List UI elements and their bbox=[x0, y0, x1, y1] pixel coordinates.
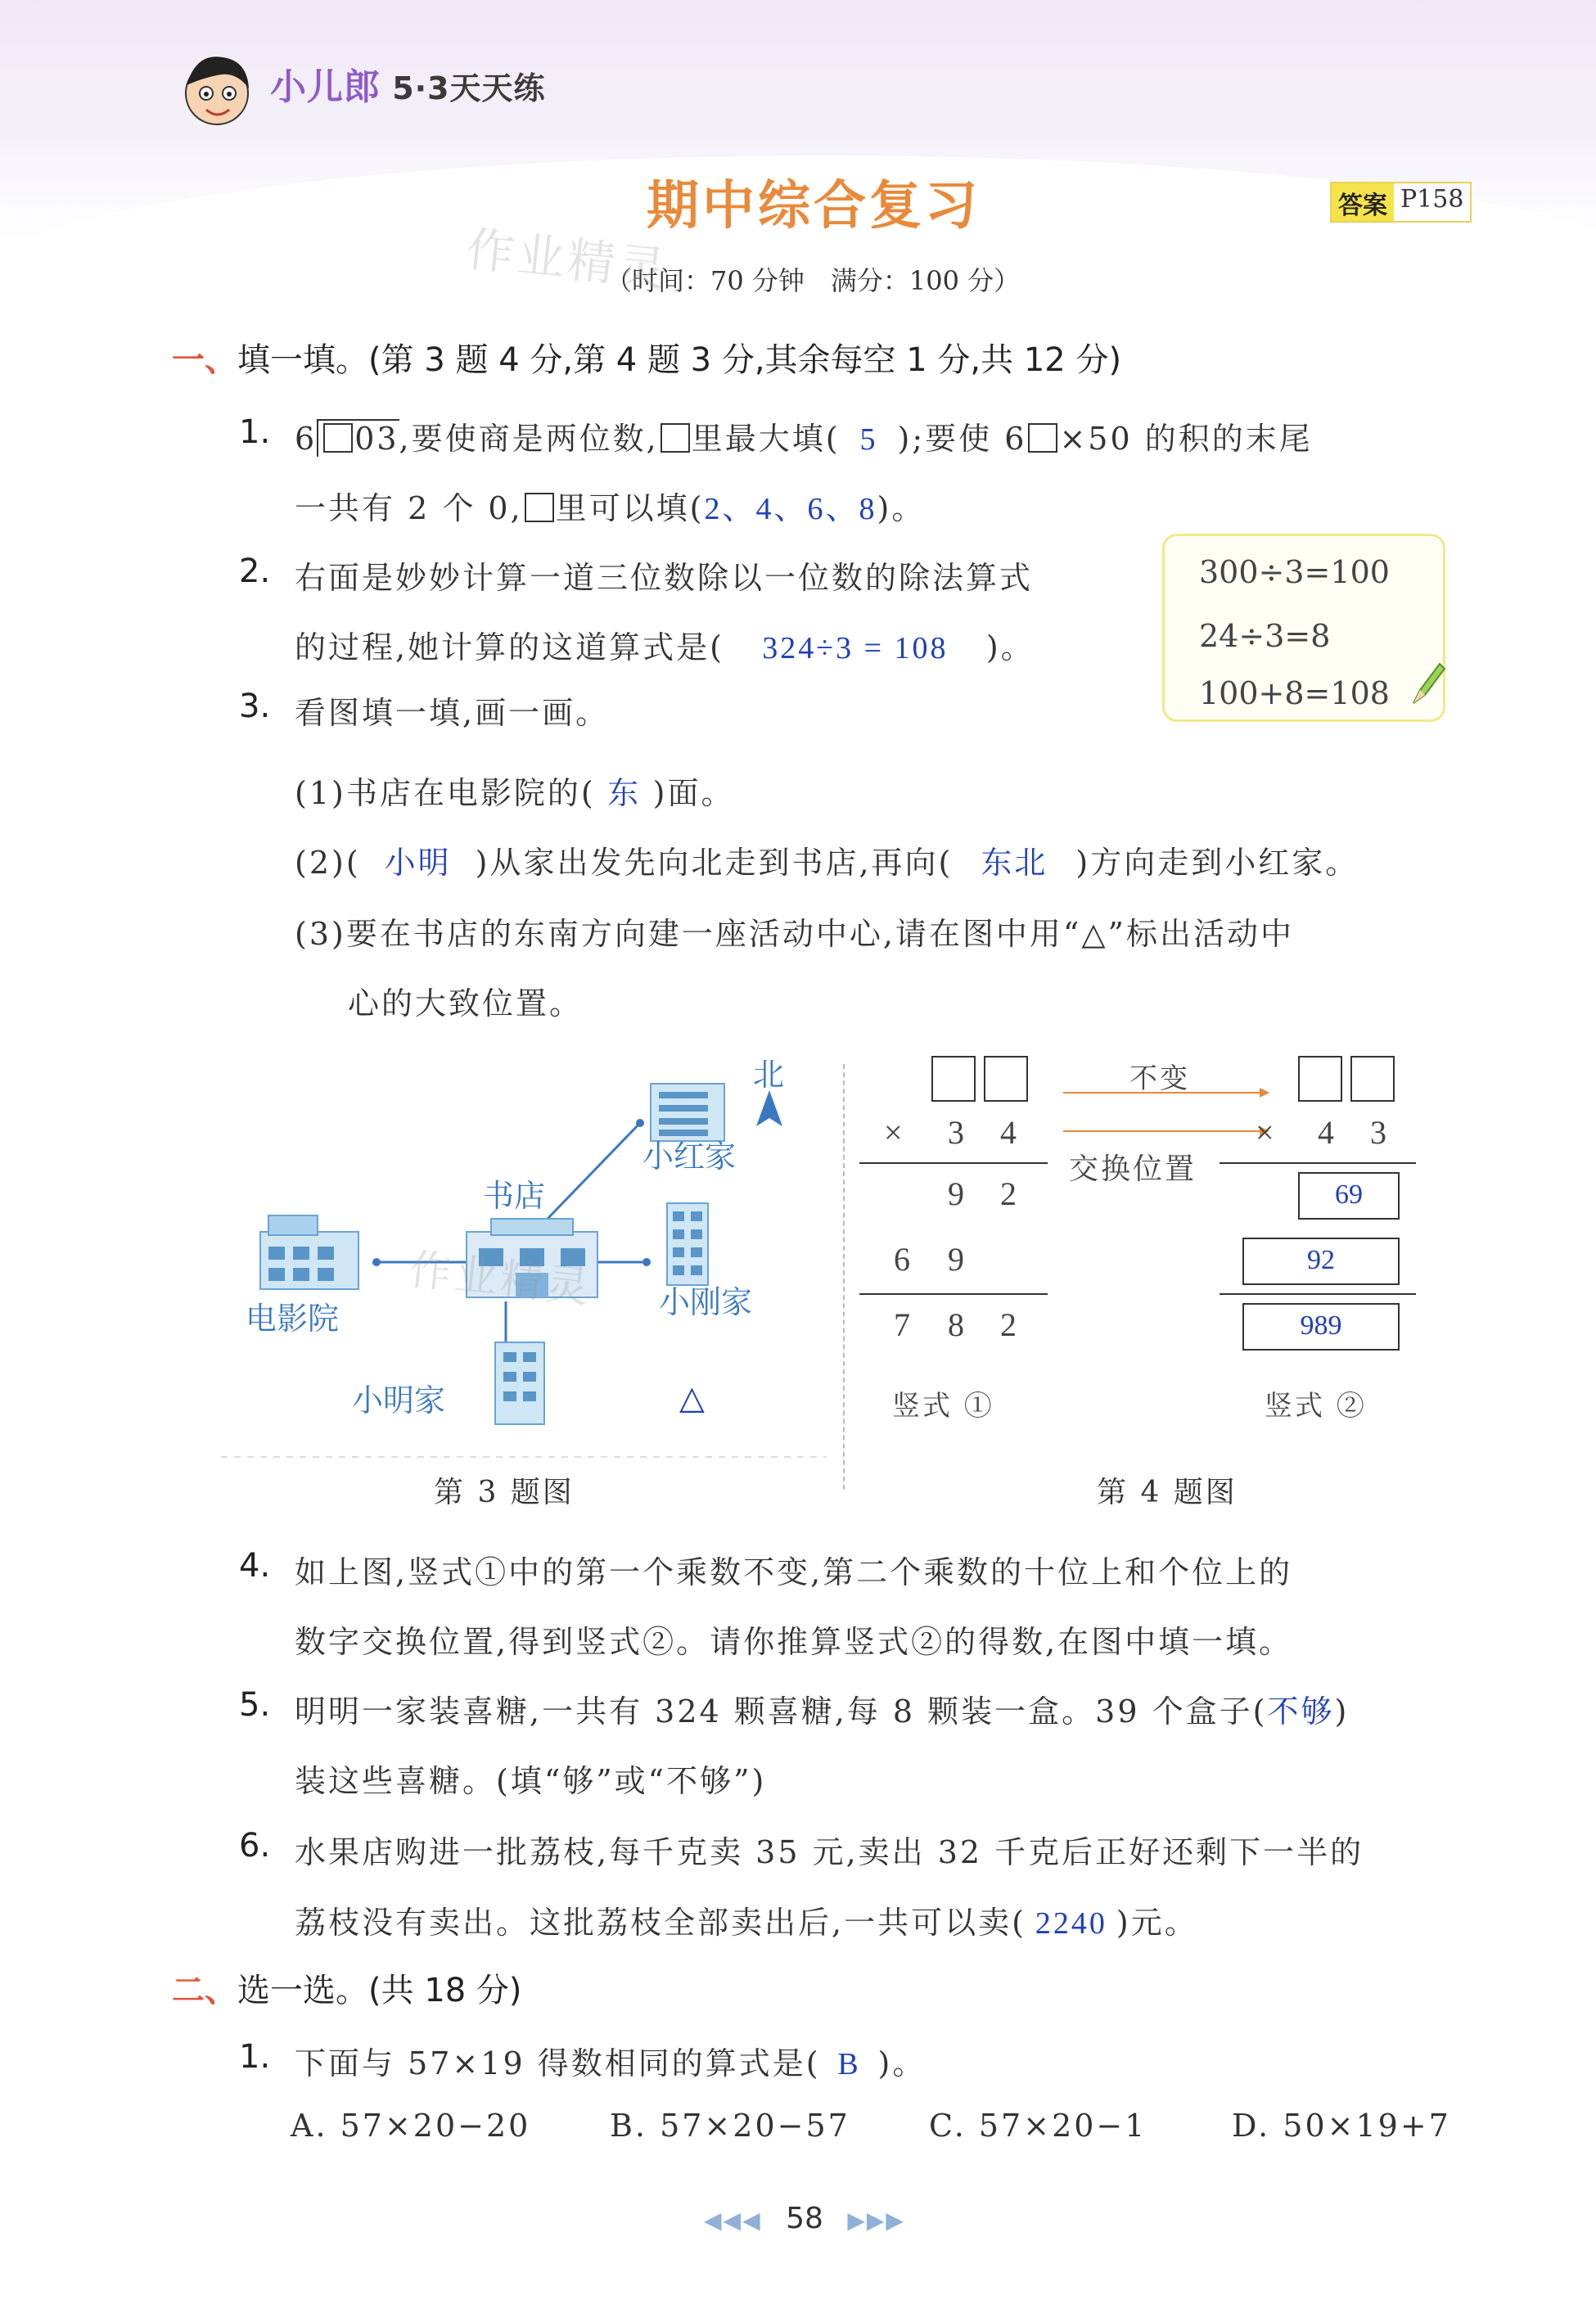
q3-p1-answer: 东 bbox=[607, 777, 642, 811]
q3-part2 bbox=[295, 837, 1359, 882]
q3-number: 3. bbox=[239, 688, 271, 725]
q1-number: 1. bbox=[239, 413, 271, 451]
q1-text-f: ×50 的积的末尾 bbox=[1059, 421, 1313, 457]
north-arrow-icon bbox=[753, 1089, 786, 1130]
times-sign: × bbox=[1256, 1114, 1274, 1151]
s2q1-answer: B bbox=[837, 2047, 861, 2081]
q3-p2-answer-2: 东北 bbox=[981, 846, 1048, 881]
q5-line2: 装这些喜糖。(填“够”或“不够”) bbox=[295, 1763, 767, 1799]
digit: 8 bbox=[948, 1306, 964, 1343]
s2q1-option-b[interactable]: B. 57×20−57 bbox=[610, 2108, 850, 2144]
q3-p2-text-a: (2)( bbox=[295, 845, 361, 881]
digit: 7 bbox=[894, 1306, 910, 1343]
arrow1-label: 不变 bbox=[1129, 1062, 1190, 1095]
bookstore-label: 书店 bbox=[483, 1178, 546, 1214]
calc-card bbox=[1162, 534, 1445, 722]
q6-number: 6. bbox=[239, 1827, 271, 1865]
s2q1-number: 1. bbox=[239, 2038, 271, 2076]
q2-answer: 324÷3 = 108 bbox=[762, 631, 949, 665]
q1-answer-2: 2、4、6、8 bbox=[704, 492, 877, 526]
q6-line2 bbox=[295, 1897, 1198, 1942]
digit: 4 bbox=[1318, 1114, 1334, 1151]
q6-text-b: )元。 bbox=[1116, 1905, 1198, 1941]
s2q1-option-a[interactable]: A. 57×20−20 bbox=[291, 2108, 531, 2144]
brand-name: 小儿郎 bbox=[270, 66, 381, 108]
q1-dividend bbox=[317, 419, 399, 457]
vertical-1-label: 竖式 ① bbox=[892, 1390, 994, 1423]
q3-part3-line1: (3)要在书店的东南方向建一座活动中心,请在图中用“△”标出活动中 bbox=[295, 916, 1294, 952]
watermark-figure: 作业精灵 bbox=[406, 1245, 594, 1314]
arrows-left-icon: ◀◀◀ bbox=[704, 2207, 762, 2234]
blank-box[interactable] bbox=[1298, 1056, 1342, 1102]
xiaoming-label: 小明家 bbox=[352, 1382, 446, 1418]
result-box-3[interactable]: 989 bbox=[1242, 1303, 1400, 1351]
times-sign: × bbox=[884, 1114, 903, 1151]
arrow2-label: 交换位置 bbox=[1064, 1146, 1202, 1188]
digit: 3 bbox=[948, 1114, 964, 1151]
q5-number: 5. bbox=[239, 1686, 271, 1724]
s2q1-text-a: 下面与 57×19 得数相同的算式是( bbox=[295, 2045, 821, 2081]
q2-number: 2. bbox=[239, 552, 271, 590]
xiaoming-building-icon bbox=[479, 1334, 569, 1432]
exam-subtitle: （时间：70 分钟 满分：100 分） bbox=[606, 265, 1021, 296]
q1-text-c: ,要使商是两位数, bbox=[399, 421, 659, 457]
figure3-map bbox=[221, 1056, 827, 1465]
q3-p1-text-a: (1)书店在电影院的( bbox=[295, 775, 596, 811]
brand bbox=[270, 57, 546, 110]
q1-divisor: 6 bbox=[295, 421, 318, 457]
north-label: 北 bbox=[753, 1057, 785, 1093]
blank-box[interactable] bbox=[931, 1056, 976, 1102]
q1-line1 bbox=[295, 413, 1313, 458]
q2-line1: 右面是妙妙计算一道三位数除以一位数的除法算式 bbox=[295, 560, 1034, 596]
digit: 2 bbox=[1000, 1175, 1017, 1212]
q2-text-a: 的过程,她计算的这道算式是( bbox=[295, 629, 724, 665]
s2q1-option-d[interactable]: D. 50×19+7 bbox=[1232, 2108, 1451, 2144]
q3-p2-answer-1: 小明 bbox=[384, 846, 452, 881]
xiaohong-label: 小红家 bbox=[642, 1139, 737, 1175]
q1-dividend-digits: 03 bbox=[354, 421, 399, 457]
q1-text-d: 里最大填( bbox=[691, 421, 841, 457]
page-title: 期中综合复习 bbox=[647, 176, 981, 237]
q3-part1 bbox=[295, 768, 734, 813]
page-number: 58 bbox=[786, 2202, 823, 2235]
brand-series: 5·3天天练 bbox=[392, 70, 546, 106]
arrows-right-icon: ▶▶▶ bbox=[847, 2207, 905, 2234]
blank-box[interactable] bbox=[984, 1056, 1028, 1102]
section1-number: 一、 bbox=[172, 341, 237, 379]
figure4-multiplication bbox=[859, 1048, 1432, 1465]
q1-text-e: );要使 6 bbox=[897, 421, 1027, 457]
digit: 3 bbox=[1370, 1114, 1386, 1151]
section1-title: 填一填。(第 3 题 4 分,第 4 题 3 分,其余每空 1 分,共 12 分) bbox=[237, 341, 1122, 379]
cinema-label: 电影院 bbox=[246, 1301, 340, 1337]
section1-heading bbox=[172, 334, 1121, 381]
s2q1-text-b: )。 bbox=[877, 2045, 926, 2081]
blank-box[interactable] bbox=[1350, 1056, 1395, 1102]
q5-line1 bbox=[295, 1686, 1349, 1731]
q2-line2 bbox=[295, 622, 1035, 667]
mascot-logo bbox=[172, 43, 262, 133]
q3-p1-text-b: )面。 bbox=[652, 775, 735, 811]
q6-line1: 水果店购进一批荔枝,每千克卖 35 元,卖出 32 千克后正好还剩下一半的 bbox=[295, 1834, 1364, 1870]
result-box-1[interactable]: 69 bbox=[1298, 1172, 1400, 1220]
calc-step-2: 24÷3=8 bbox=[1199, 618, 1331, 654]
digit: 9 bbox=[948, 1175, 964, 1212]
q5-answer: 不够 bbox=[1267, 1695, 1335, 1730]
blank-box[interactable] bbox=[1028, 423, 1057, 453]
activity-center-triangle: △ bbox=[679, 1379, 705, 1417]
arrow-right-icon bbox=[1060, 1123, 1273, 1139]
calc-step-1: 300÷3=100 bbox=[1199, 554, 1390, 590]
digit: 6 bbox=[894, 1241, 910, 1278]
answer-tag-page: P158 bbox=[1400, 185, 1464, 214]
section2-number: 二、 bbox=[172, 1972, 237, 2009]
q1-text-g: 一共有 2 个 0, bbox=[295, 490, 523, 526]
q1-text-i: )。 bbox=[877, 490, 926, 526]
blank-box[interactable] bbox=[525, 493, 554, 522]
s2q1-line bbox=[295, 2038, 926, 2083]
figure4-caption: 第 4 题图 bbox=[1097, 1476, 1238, 1509]
q4-number: 4. bbox=[239, 1547, 271, 1585]
q1-line2 bbox=[295, 483, 925, 528]
q6-text-a: 荔枝没有卖出。这批荔枝全部卖出后,一共可以卖( bbox=[295, 1905, 1026, 1941]
q3-part3-line2: 心的大致位置。 bbox=[348, 985, 584, 1021]
vertical-2-label: 竖式 ② bbox=[1265, 1390, 1367, 1423]
blank-box[interactable] bbox=[660, 423, 690, 453]
digit: 4 bbox=[1000, 1114, 1017, 1151]
q5-text-a: 明明一家装喜糖,一共有 324 颗喜糖,每 8 颗装一盒。39 个盒子( bbox=[295, 1693, 1268, 1730]
q5-text-b: ) bbox=[1334, 1693, 1350, 1730]
rule-line bbox=[859, 1293, 1048, 1295]
section2-heading bbox=[172, 1964, 522, 2011]
q3-p2-text-b: )从家出发先向北走到书店,再向( bbox=[475, 845, 954, 881]
s2q1-option-c[interactable]: C. 57×20−1 bbox=[929, 2108, 1147, 2144]
figure3-caption: 第 3 题图 bbox=[434, 1476, 575, 1509]
q1-answer-1: 5 bbox=[859, 422, 878, 457]
result-box-2[interactable]: 92 bbox=[1242, 1238, 1400, 1285]
blank-box[interactable] bbox=[323, 423, 353, 453]
section2-title: 选一选。(共 18 分) bbox=[237, 1972, 522, 2009]
rule-line bbox=[1220, 1293, 1416, 1295]
q3-p2-text-c: )方向走到小红家。 bbox=[1075, 845, 1359, 881]
pencil-icon bbox=[1409, 659, 1446, 708]
q4-line2: 数字交换位置,得到竖式②。请你推算竖式②的得数,在图中填一填。 bbox=[295, 1624, 1293, 1660]
q3-line: 看图填一填,画一画。 bbox=[295, 695, 610, 731]
watermark: 作业精灵 bbox=[463, 221, 672, 298]
rule-line bbox=[859, 1162, 1048, 1164]
q6-answer: 2240 bbox=[1035, 1906, 1107, 1941]
xiaogang-label: 小刚家 bbox=[659, 1284, 753, 1320]
q4-line1: 如上图,竖式①中的第一个乘数不变,第二个乘数的十位上和个位上的 bbox=[295, 1554, 1293, 1590]
q1-text-h: 里可以填( bbox=[555, 490, 705, 526]
calc-step-3: 100+8=108 bbox=[1199, 675, 1390, 711]
digit: 2 bbox=[1000, 1306, 1017, 1343]
cinema-building-icon bbox=[252, 1207, 375, 1297]
digit: 9 bbox=[948, 1241, 964, 1278]
page-footer bbox=[704, 2202, 905, 2235]
answer-tag-label: 答案 bbox=[1332, 183, 1394, 221]
answer-tag bbox=[1330, 182, 1472, 223]
q2-text-b: )。 bbox=[985, 629, 1035, 665]
rule-line bbox=[1220, 1162, 1416, 1164]
figure-divider bbox=[843, 1064, 845, 1490]
arrow-right-icon bbox=[1060, 1085, 1273, 1101]
